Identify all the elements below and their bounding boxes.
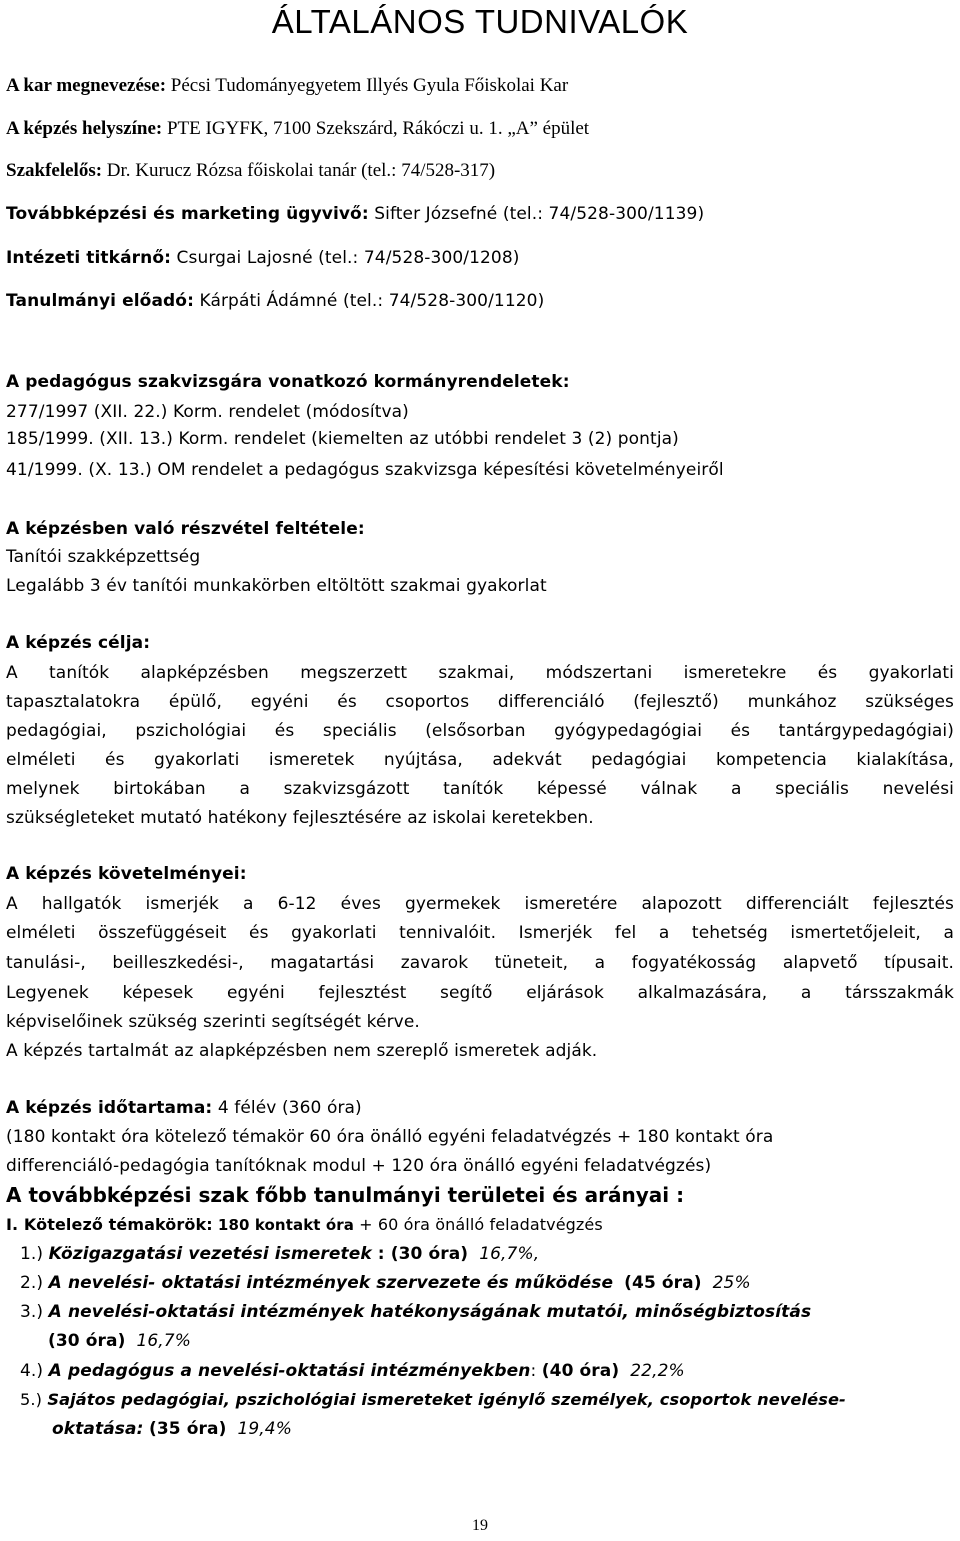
kovetelmenyei-line: A képzés tartalmát az alapképzésben nem szereplő ismeretek adják. — [6, 1041, 598, 1061]
feltetel-heading: A képzésben való részvétel feltétele: — [6, 519, 365, 539]
celja-heading: A képzés célja: — [6, 633, 151, 653]
list-item-continuation: oktatása: (35 óra) 19,4% — [52, 1419, 292, 1439]
list-item: 4.) A pedagógus a nevelési-oktatási intézményekben: (40 óra) 22,2% — [20, 1361, 685, 1381]
celja-line: tapasztalatokra épülő, egyéni és csoportos differenciáló (fejlesztő) munkához szükséges — [6, 692, 954, 712]
celja-line: elméleti és gyakorlati ismeretek nyújtása, adekvát pedagógiai kompetencia kialakítása, — [6, 750, 954, 770]
celja-line: A tanítók alapképzésben megszerzett szakmai, módszertani ismeretekre és gyakorlati — [6, 663, 954, 683]
celja-line: szükségleteket mutató hatékony fejlesztésére az iskolai keretekben. — [6, 808, 594, 828]
szakfelelos-line: Szakfelelős: Dr. Kurucz Rózsa főiskolai tanár (tel.: 74/528-317) — [6, 160, 496, 181]
feltetel-line: Legalább 3 év tanítói munkakörben eltöltött szakmai gyakorlat — [6, 576, 547, 596]
rendelet-line: 277/1997 (XII. 22.) Korm. rendelet (módosítva) — [6, 402, 409, 422]
idotartam-line: A képzés időtartama: 4 félév (360 óra) — [6, 1098, 362, 1118]
rendeletek-heading: A pedagógus szakvizsgára vonatkozó kormányrendeletek: — [6, 372, 570, 392]
kovetelmenyei-line: A hallgatók ismerjék a 6-12 éves gyermekek ismeretére alapozott differenciált fejlesztés — [6, 894, 954, 914]
titkarno-line: Intézeti titkárnő: Csurgai Lajosné (tel.: 74/528-300/1208) — [6, 248, 520, 268]
kovetelmenyei-line: elméleti összefüggéseit és gyakorlati tennivalóit. Ismerjék fel a tehetség ismertetőjeleit, a — [6, 923, 954, 943]
feltetel-line: Tanítói szakképzettség — [6, 547, 201, 567]
kovetelmenyei-heading: A képzés követelményei: — [6, 864, 247, 884]
idotartam-detail: (180 kontakt óra kötelező témakör 60 óra önálló egyéni feladatvégzés + 180 kontakt óra — [6, 1127, 774, 1147]
eloado-line: Tanulmányi előadó: Kárpáti Ádámné (tel.: 74/528-300/1120) — [6, 291, 545, 311]
list-item: 2.) A nevelési- oktatási intézmények szervezete és működése (45 óra) 25% — [20, 1273, 751, 1293]
kar-line: A kar megnevezése: Pécsi Tudományegyetem Illyés Gyula Főiskolai Kar — [6, 75, 569, 96]
kotelezo-subheading: I. Kötelező témakörök: 180 kontakt óra + 60 óra önálló feladatvégzés — [6, 1215, 603, 1234]
celja-line: pedagógiai, pszichológiai és speciális (elsősorban gyógypedagógiai és tantárgypedagógiai) — [6, 721, 954, 741]
ugyvivo-line: Továbbképzési és marketing ügyvivő: Sifter Józsefné (tel.: 74/528-300/1139) — [6, 204, 705, 224]
rendelet-line: 185/1999. (XII. 13.) Korm. rendelet (kiemelten az utóbbi rendelet 3 (2) pontja) — [6, 429, 679, 449]
kovetelmenyei-line: tanulási-, beilleszkedési-, magatartási zavarok tüneteit, a fogyatékosság alapvető típusait. — [6, 953, 954, 973]
page-number: 19 — [472, 1517, 488, 1534]
list-item: 3.) A nevelési-oktatási intézmények hatékonyságának mutatói, minőségbiztosítás — [20, 1302, 812, 1322]
kovetelmenyei-line: Legyenek képesek egyéni fejlesztést segítő eljárások alkalmazására, a társszakmák — [6, 983, 954, 1003]
list-item: 5.) Sajátos pedagógiai, pszichológiai ismereteket igénylő személyek, csoportok nevelése- — [20, 1390, 846, 1409]
kovetelmenyei-line: képviselőinek szükség szerinti segítségét kérve. — [6, 1012, 420, 1032]
celja-line: melynek birtokában a szakvizsgázott tanítók képessé válnak a speciális nevelési — [6, 779, 954, 799]
helyszin-line: A képzés helyszíne: PTE IGYFK, 7100 Szekszárd, Rákóczi u. 1. „A” épület — [6, 118, 590, 139]
rendelet-line: 41/1999. (X. 13.) OM rendelet a pedagógus szakvizsga képesítési követelményeiről — [6, 460, 724, 480]
teruletek-heading: A továbbképzési szak főbb tanulmányi területei és arányai : — [6, 1183, 685, 1207]
idotartam-detail: differenciáló-pedagógia tanítóknak modul + 120 óra önálló egyéni feladatvégzés) — [6, 1156, 712, 1176]
list-item-continuation: (30 óra) 16,7% — [48, 1331, 191, 1351]
page-title: ÁLTALÁNOS TUDNIVALÓK — [271, 3, 689, 40]
list-item: 1.) Közigazgatási vezetési ismeretek : (30 óra) 16,7%, — [20, 1244, 540, 1264]
